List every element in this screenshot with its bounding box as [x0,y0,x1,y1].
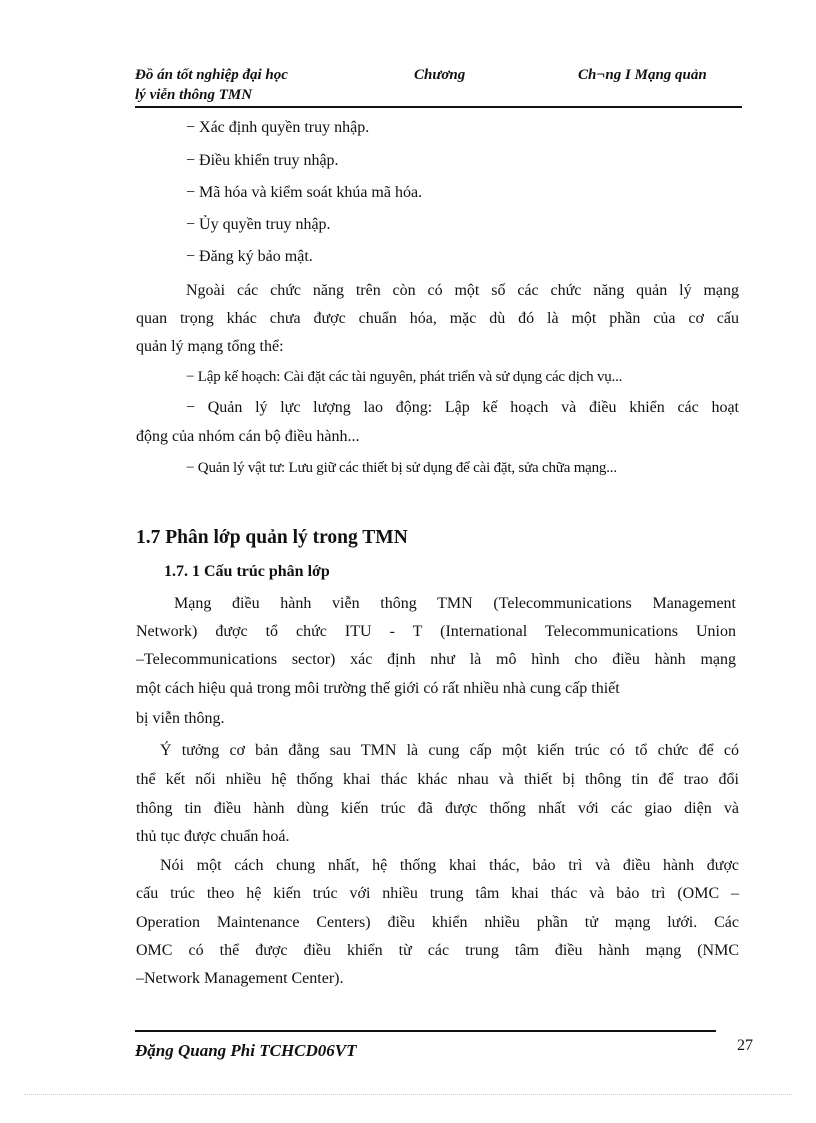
paragraph-line: Mạng điều hành viễn thông TMN (Telecommunications Management [174,595,736,612]
list-item: − Quản lý lực lượng lao động: Lập kế hoạch và điều khiển các hoạt [186,399,739,416]
paragraph-line: Ngoài các chức năng trên còn có một số các chức năng quản lý mạng [186,282,739,299]
paragraph-line: OMC có thể được điều khiển từ các trung tâm điều hành mạng (NMC [136,942,739,959]
section-heading: 1.7 Phân lớp quản lý trong TMN [136,527,408,548]
subsection-heading: 1.7. 1 Cấu trúc phân lớp [164,563,330,580]
paragraph-line: quan trọng khác chưa được chuẩn hóa, mặc dù đó là một phần của cơ cấu [136,310,739,327]
page-number: 27 [737,1037,753,1054]
paragraph-line: thông tin điều hành dùng kiến trúc đã được thống nhất với các giao diện và [136,800,739,817]
paragraph-line: quản lý mạng tổng thể: [136,338,284,355]
page-edge-divider [24,1094,792,1095]
paragraph-line: –Telecommunications sector) xác định như là mô hình cho điều hành mạng [136,651,736,668]
paragraph-line: bị viễn thông. [136,710,225,727]
paragraph-line: thủ tục được chuẩn hoá. [136,828,290,845]
list-item: − Quản lý vật tư: Lưu giữ các thiết bị sử dụng để cài đặt, sửa chữa mạng... [186,460,617,476]
header-left-top: Đồ án tốt nghiệp đại học [135,67,288,83]
paragraph-line: một cách hiệu quả trong môi trường thế giới có rất nhiều nhà cung cấp thiết [136,680,620,697]
list-item: − Điều khiển truy nhập. [186,152,339,169]
header-rule [135,106,742,108]
list-item: − Lập kế hoạch: Cài đặt các tài nguyên, phát triển và sử dụng các dịch vụ... [186,369,623,385]
paragraph-line: Operation Maintenance Centers) điều khiển nhiều phần tử mạng lưới. Các [136,914,739,931]
list-item: − Ủy quyền truy nhập. [186,216,331,233]
header-left-bottom: lý viễn thông TMN [135,87,253,103]
list-item: động của nhóm cán bộ điều hành... [136,428,360,445]
list-item: − Xác định quyền truy nhập. [186,119,370,136]
footer-rule [135,1030,716,1032]
paragraph-line: Network) được tổ chức ITU - T (International Telecommunications Union [136,623,736,640]
header-right: Ch¬ng I Mạng quản [578,67,707,83]
paragraph-line: Nói một cách chung nhất, hệ thống khai thác, bảo trì và điều hành được [160,857,739,874]
list-item: − Đăng ký bảo mật. [186,248,313,265]
header-center: Chương [414,67,466,83]
paragraph-line: cấu trúc theo hệ kiến trúc với nhiều trung tâm khai thác và bảo trì (OMC – [136,885,739,902]
footer-author: Đặng Quang Phi TCHCD06VT [135,1041,357,1060]
paragraph-line: –Network Management Center). [136,970,344,987]
paragraph-line: thể kết nối nhiều hệ thống khai thác khác nhau và thiết bị thông tin để trao đổi [136,771,739,788]
list-item: − Mã hóa và kiểm soát khúa mã hóa. [186,184,423,201]
paragraph-line: Ý tưởng cơ bản đằng sau TMN là cung cấp một kiến trúc có tổ chức để có [160,742,739,759]
